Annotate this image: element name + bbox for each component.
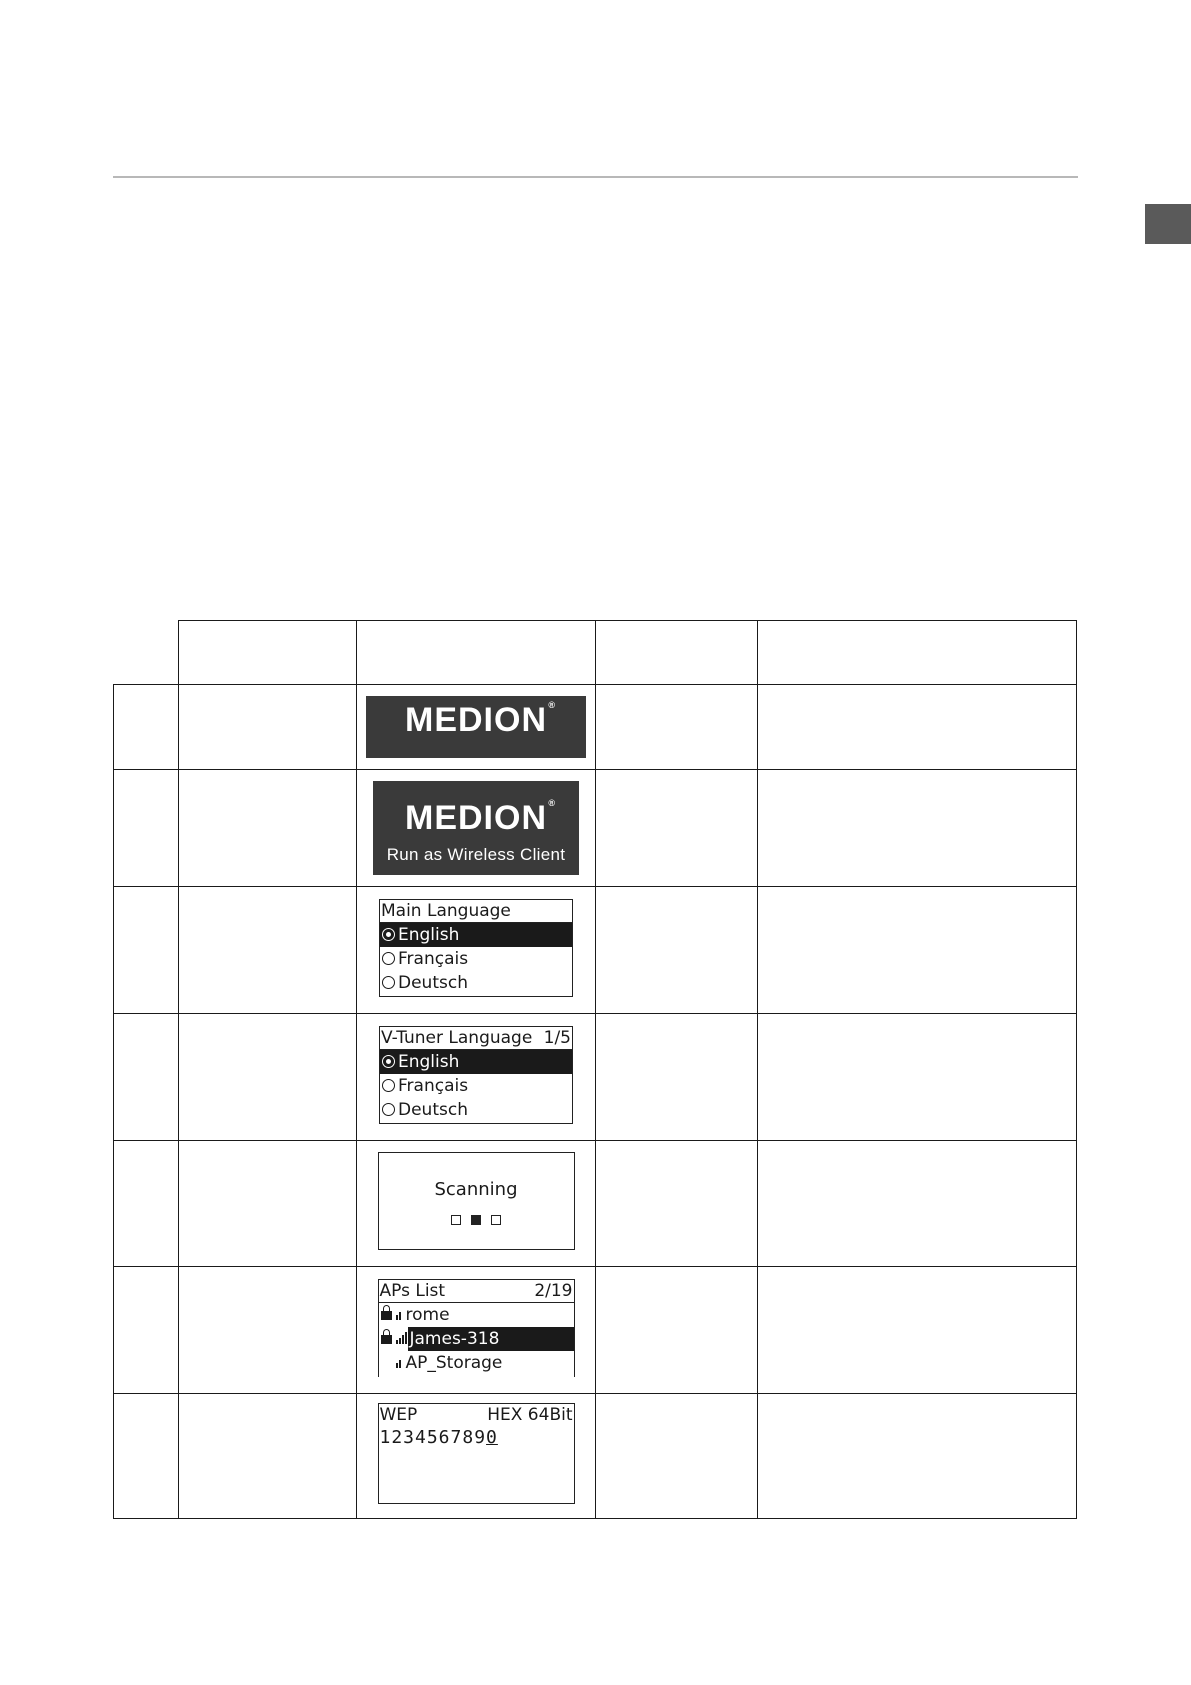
scanning-screen bbox=[378, 1152, 575, 1250]
medion-logo-client: MEDION ® Run as Wireless Client bbox=[373, 781, 579, 875]
description-cell bbox=[758, 1141, 1077, 1267]
lcd-title: APs List bbox=[379, 1280, 446, 1301]
lcd-title: Main Language bbox=[381, 900, 511, 921]
step-number-cell bbox=[114, 1267, 179, 1394]
action-cell bbox=[596, 1267, 758, 1394]
table-row bbox=[114, 685, 1077, 770]
table-header-row bbox=[114, 621, 1077, 685]
step-cell bbox=[179, 685, 357, 770]
lock-icon bbox=[381, 1335, 392, 1344]
header-cell bbox=[357, 621, 596, 685]
radio-selected-icon bbox=[382, 928, 395, 941]
description-cell bbox=[758, 770, 1077, 887]
wep-mode-label: HEX 64Bit bbox=[487, 1405, 573, 1425]
action-cell bbox=[596, 887, 758, 1014]
vtuner-language-screen bbox=[379, 1026, 573, 1124]
signal-strength-icon bbox=[396, 1357, 401, 1368]
header-cell bbox=[596, 621, 758, 685]
language-option-english: English bbox=[380, 923, 572, 947]
radio-empty-icon bbox=[382, 952, 395, 965]
language-option-deutsch: Deutsch bbox=[380, 1098, 572, 1122]
aps-list-screen bbox=[378, 1279, 575, 1377]
signal-strength-icon bbox=[396, 1333, 407, 1344]
wireless-client-label: Run as Wireless Client bbox=[386, 845, 566, 864]
table-row bbox=[114, 770, 1077, 887]
lcd-title: WEP bbox=[379, 1405, 418, 1425]
step-cell bbox=[179, 1394, 357, 1519]
scanning-progress-dots bbox=[379, 1210, 574, 1230]
progress-dot bbox=[451, 1215, 461, 1225]
language-option-deutsch: Deutsch bbox=[380, 971, 572, 995]
language-option-francais: Français bbox=[380, 1074, 572, 1098]
language-option-english: English bbox=[380, 1050, 572, 1074]
description-cell bbox=[758, 685, 1077, 770]
lcd-title-bar bbox=[380, 900, 572, 923]
wep-key-input: 123456789 0 bbox=[379, 1427, 498, 1448]
step-number-cell bbox=[114, 887, 179, 1014]
description-cell bbox=[758, 1394, 1077, 1519]
action-cell bbox=[596, 1394, 758, 1519]
screen-cell bbox=[357, 770, 596, 887]
header-rule bbox=[113, 176, 1078, 178]
action-cell bbox=[596, 1141, 758, 1267]
chapter-tab-marker bbox=[1145, 204, 1191, 244]
table-row bbox=[114, 1141, 1077, 1267]
screen-cell bbox=[357, 685, 596, 770]
scanning-label: Scanning bbox=[434, 1179, 518, 1200]
header-cell bbox=[758, 621, 1077, 685]
step-number-cell bbox=[114, 685, 179, 770]
step-number-cell bbox=[114, 1014, 179, 1141]
main-language-screen bbox=[379, 899, 573, 997]
step-cell bbox=[179, 887, 357, 1014]
table-row bbox=[114, 1267, 1077, 1394]
screen-cell bbox=[357, 887, 596, 1014]
medion-logo: MEDION ® bbox=[366, 696, 586, 758]
action-cell bbox=[596, 685, 758, 770]
progress-dot-active bbox=[471, 1215, 481, 1225]
step-cell bbox=[179, 1141, 357, 1267]
radio-empty-icon bbox=[382, 1079, 395, 1092]
key-cursor: 0 bbox=[486, 1427, 498, 1448]
description-cell bbox=[758, 887, 1077, 1014]
language-option-francais: Français bbox=[380, 947, 572, 971]
ap-list-item: AP_Storage bbox=[379, 1351, 574, 1375]
lcd-page-indicator: 1/5 bbox=[543, 1027, 571, 1048]
signal-strength-icon bbox=[396, 1309, 401, 1320]
wep-key-screen bbox=[378, 1403, 575, 1504]
screen-cell bbox=[357, 1394, 596, 1519]
lcd-title-bar bbox=[379, 1404, 574, 1426]
table-row bbox=[114, 887, 1077, 1014]
lcd-title-bar bbox=[380, 1027, 572, 1050]
step-number-cell bbox=[114, 1141, 179, 1267]
header-corner bbox=[114, 621, 179, 685]
table-row bbox=[114, 1014, 1077, 1141]
progress-dot bbox=[491, 1215, 501, 1225]
lcd-title: V-Tuner Language bbox=[381, 1027, 533, 1048]
radio-selected-icon bbox=[382, 1055, 395, 1068]
screen-cell bbox=[357, 1014, 596, 1141]
step-cell bbox=[179, 1014, 357, 1141]
ap-list-item: rome bbox=[379, 1303, 574, 1327]
action-cell bbox=[596, 1014, 758, 1141]
screen-cell bbox=[357, 1141, 596, 1267]
table-row bbox=[114, 1394, 1077, 1519]
step-number-cell bbox=[114, 770, 179, 887]
step-cell bbox=[179, 1267, 357, 1394]
lcd-page-indicator: 2/19 bbox=[534, 1280, 573, 1301]
lcd-title-bar bbox=[379, 1280, 574, 1303]
screen-cell bbox=[357, 1267, 596, 1394]
step-cell bbox=[179, 770, 357, 887]
action-cell bbox=[596, 770, 758, 887]
description-cell bbox=[758, 1014, 1077, 1141]
header-cell bbox=[179, 621, 357, 685]
lock-icon bbox=[381, 1311, 392, 1320]
ap-list-item-selected: James-318 bbox=[379, 1327, 574, 1351]
setup-steps-table bbox=[113, 620, 1077, 1519]
radio-empty-icon bbox=[382, 976, 395, 989]
description-cell bbox=[758, 1267, 1077, 1394]
radio-empty-icon bbox=[382, 1103, 395, 1116]
step-number-cell bbox=[114, 1394, 179, 1519]
